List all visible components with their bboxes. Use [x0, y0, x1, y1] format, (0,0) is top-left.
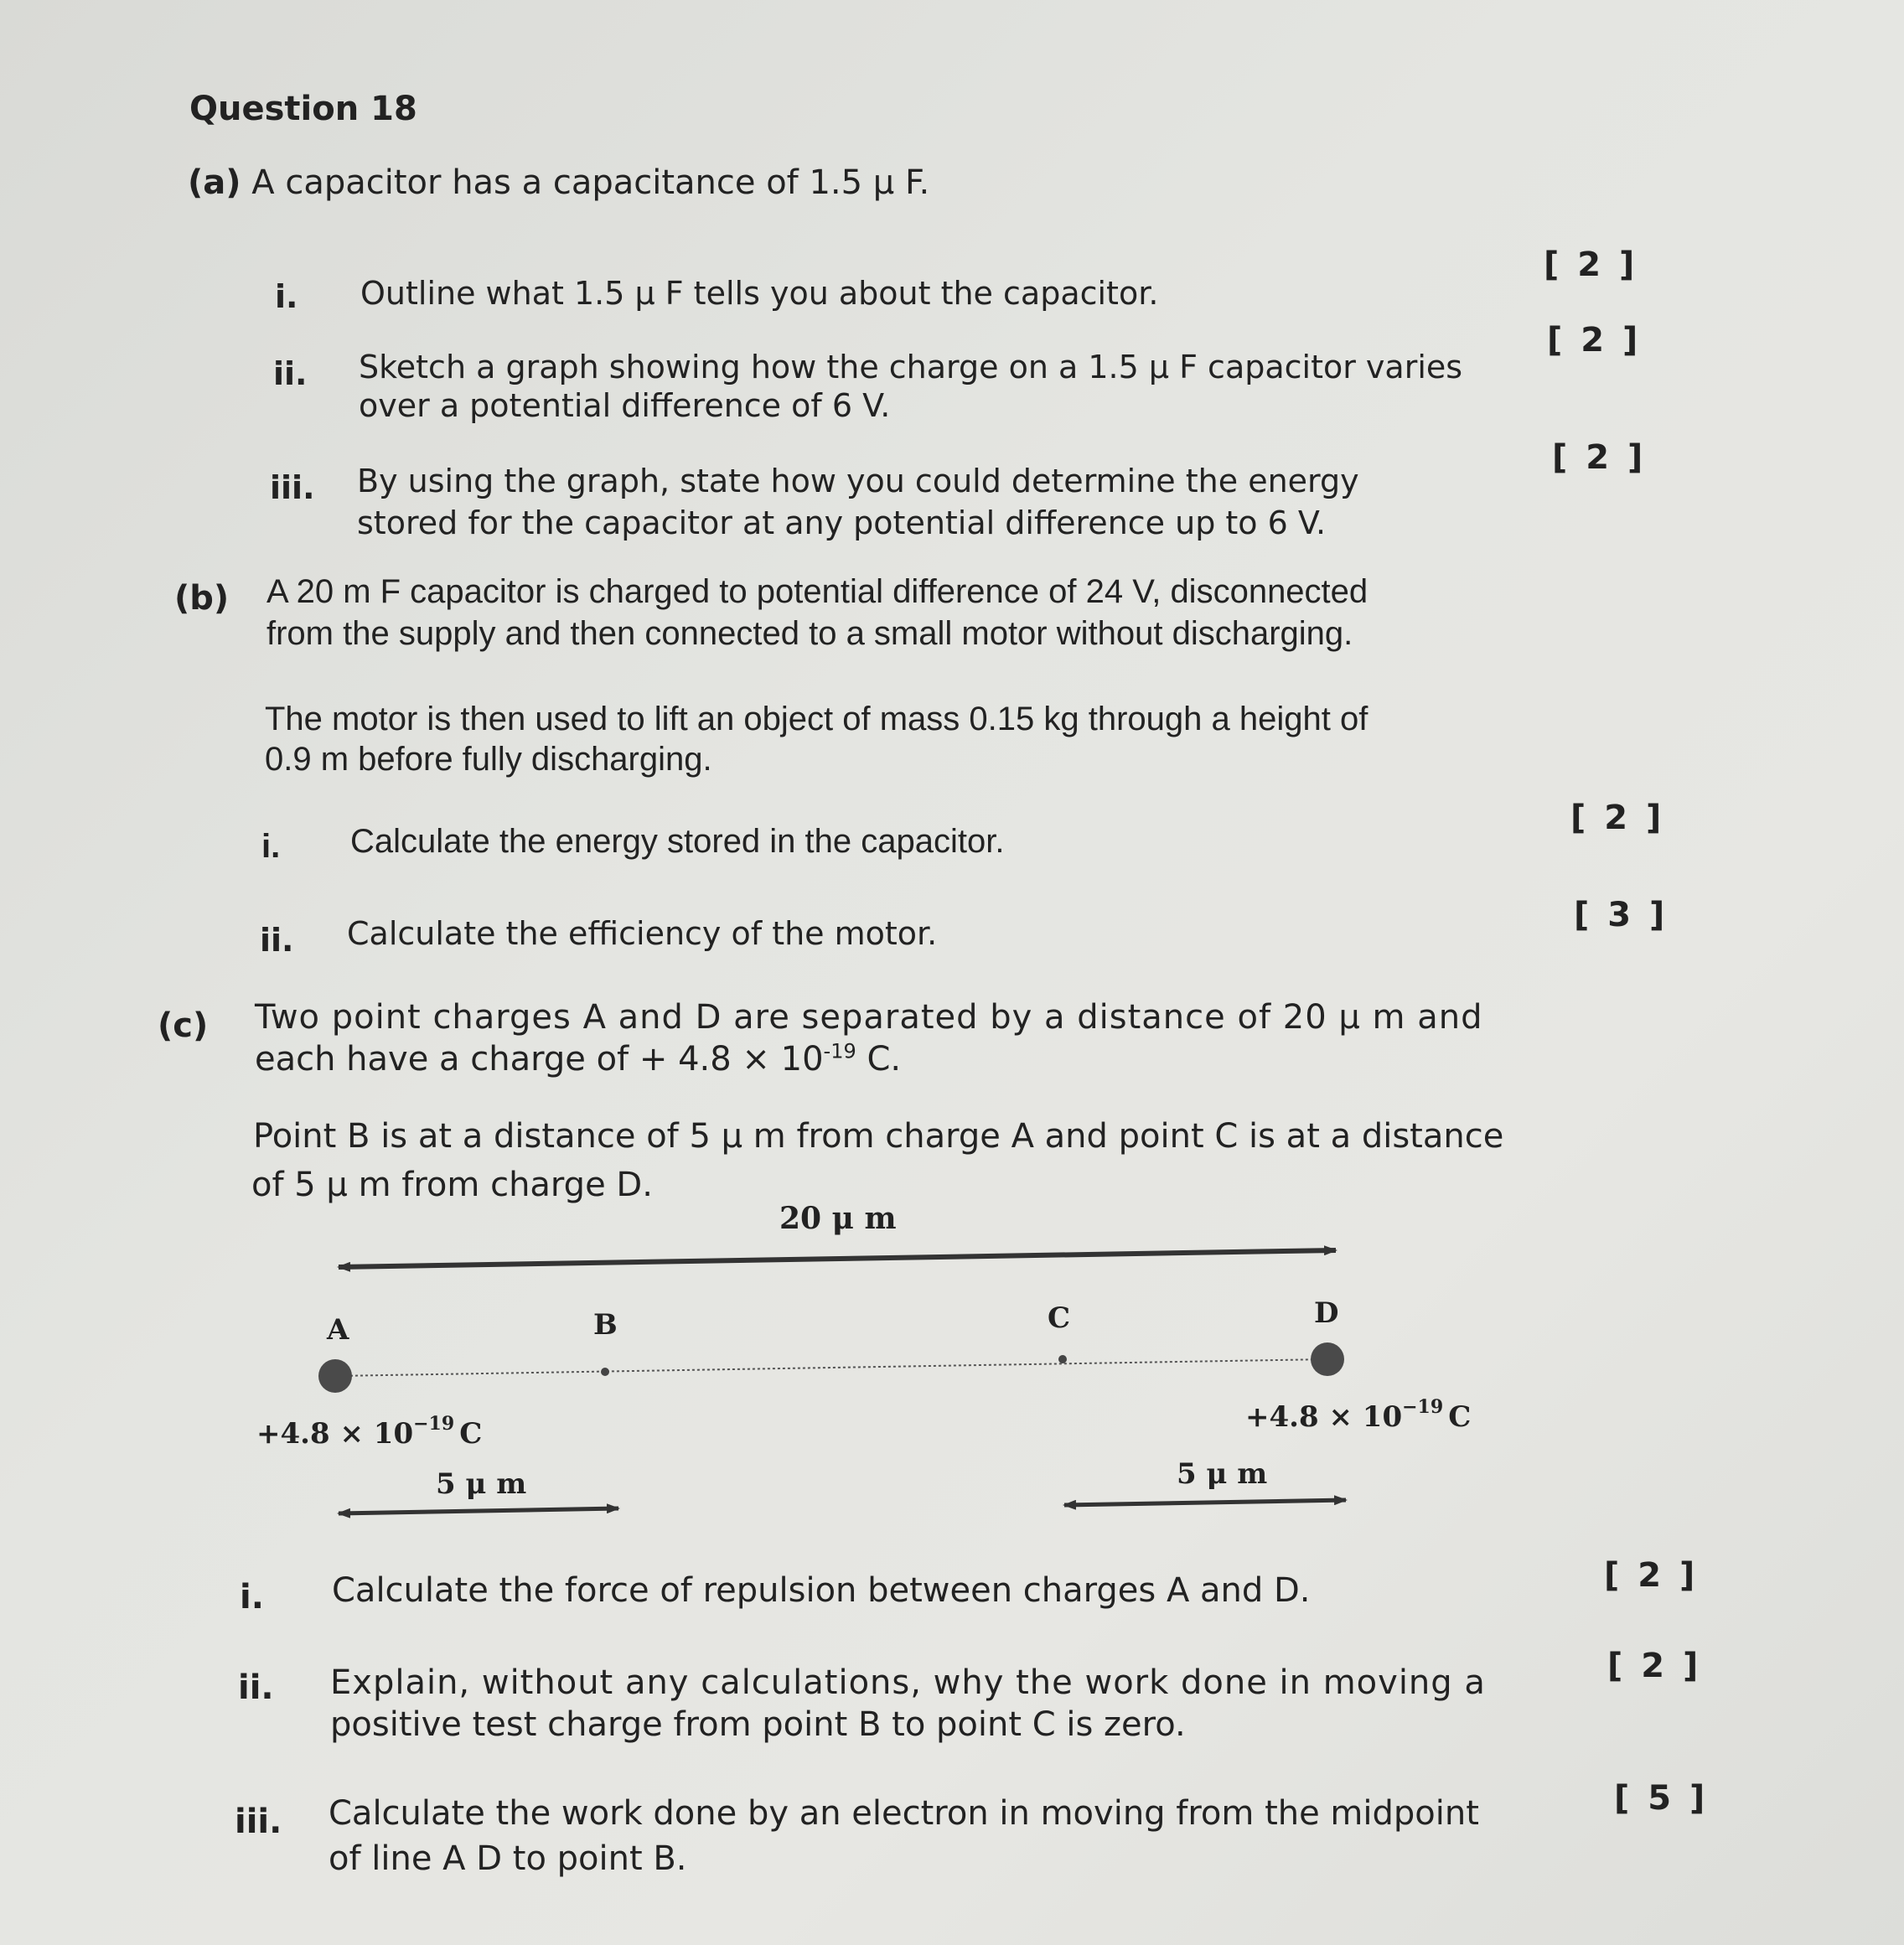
- part-c-para2-line1: Point B is at a distance of 5 μ m from charge A and point C is at a distance: [253, 1117, 1504, 1156]
- part-b-intro-line2: from the supply and then connected to a small motor without discharging.: [266, 615, 1353, 652]
- part-a-iii-marks: [ 2 ]: [1552, 438, 1647, 477]
- charge-d-value: [1245, 1396, 1471, 1434]
- part-b-ii-line: Calculate the efficiency of the motor.: [347, 915, 938, 952]
- part-b-intro-line1: A 20 m F capacitor is charged to potential difference of 24 V, disconnected: [266, 573, 1368, 610]
- part-a-intro: A capacitor has a capacitance of 1.5 μ F.: [251, 163, 930, 202]
- part-c-iii-line1: Calculate the work done by an electron in moving from the midpoint: [329, 1794, 1479, 1833]
- part-c-ii-num: ii.: [238, 1668, 274, 1707]
- part-b-para2-line2: 0.9 m before fully discharging.: [265, 741, 712, 778]
- charge-d-unit: C: [1448, 1400, 1472, 1434]
- right-distance-arrow: [1064, 1500, 1346, 1505]
- part-a-i-num: i.: [275, 278, 298, 315]
- part-c-ii-line1: Explain, without any calculations, why the work done in moving a: [330, 1663, 1486, 1702]
- part-c-para2-line2: of 5 μ m from charge D.: [251, 1166, 653, 1204]
- part-c-i-num: i.: [240, 1578, 264, 1617]
- left-distance-label: 5 μ m: [436, 1467, 527, 1501]
- charge-a-mantissa: +4.8 × 10: [256, 1417, 414, 1451]
- question-title: Question 18: [189, 90, 417, 128]
- part-c-iii-num: iii.: [235, 1803, 282, 1841]
- top-distance-label: 20 μ m: [779, 1201, 897, 1236]
- part-c-label: (c): [158, 1006, 209, 1045]
- part-c-charge-text: each have a charge of + 4.8 × 10: [255, 1040, 824, 1079]
- part-c-iii-line2: of line A D to point B.: [329, 1839, 687, 1878]
- part-a-label: (a): [188, 163, 241, 202]
- part-a-iii-line1: By using the graph, state how you could determine the energy: [357, 463, 1359, 499]
- point-label-a: A: [327, 1313, 349, 1347]
- point-label-b: B: [593, 1308, 618, 1342]
- point-label-d: D: [1314, 1296, 1339, 1330]
- part-a-ii-num: ii.: [273, 355, 308, 392]
- part-b-i-marks: [ 2 ]: [1570, 799, 1665, 837]
- part-a-iii-line2: stored for the capacitor at any potential difference up to 6 V.: [357, 504, 1327, 541]
- charge-d-exponent: −19: [1402, 1396, 1444, 1418]
- line-a-d: [335, 1359, 1327, 1376]
- left-distance-arrow: [339, 1508, 618, 1513]
- part-c-iii-marks: [ 5 ]: [1614, 1779, 1709, 1818]
- part-b-i-line: Calculate the energy stored in the capacitor.: [350, 823, 1005, 860]
- point-label-c: C: [1048, 1301, 1071, 1335]
- charge-a-unit: C: [459, 1417, 483, 1451]
- part-a-ii-line2: over a potential difference of 6 V.: [359, 387, 891, 424]
- part-c-ii-marks: [ 2 ]: [1607, 1647, 1702, 1685]
- part-c-charge-unit: C.: [856, 1040, 902, 1079]
- part-c-i-line: Calculate the force of repulsion between charges A and D.: [332, 1571, 1311, 1610]
- part-b-ii-marks: [ 3 ]: [1574, 896, 1669, 934]
- part-b-para2-line1: The motor is then used to lift an object of mass 0.15 kg through a height of: [265, 701, 1368, 737]
- part-a-ii-marks: [ 2 ]: [1547, 321, 1642, 360]
- part-b-label: (b): [174, 579, 230, 618]
- part-a-i-line: Outline what 1.5 μ F tells you about the capacitor.: [360, 275, 1159, 312]
- part-a-iii-num: iii.: [270, 469, 315, 506]
- part-b-i-num: i.: [261, 828, 281, 865]
- part-c-i-marks: [ 2 ]: [1604, 1556, 1699, 1595]
- charge-a-dot: [318, 1359, 352, 1393]
- part-a-i-marks: [ 2 ]: [1544, 246, 1638, 284]
- charge-a-value: [256, 1413, 482, 1451]
- part-b-ii-num: ii.: [260, 922, 294, 959]
- charge-d-dot: [1311, 1342, 1344, 1376]
- point-c-dot: [1058, 1355, 1067, 1363]
- part-c-intro-line1: Two point charges A and D are separated by a distance of 20 μ m and: [255, 998, 1483, 1037]
- part-c-ii-line2: positive test charge from point B to point C is zero.: [330, 1705, 1186, 1744]
- top-distance-arrow: [339, 1250, 1336, 1267]
- part-c-charge-exponent: -19: [823, 1039, 856, 1063]
- part-a-ii-line1: Sketch a graph showing how the charge on a 1.5 μ F capacitor varies: [359, 349, 1463, 385]
- charge-d-mantissa: +4.8 × 10: [1245, 1400, 1403, 1434]
- charge-a-exponent: −19: [413, 1413, 455, 1435]
- point-b-dot: [601, 1368, 609, 1376]
- right-distance-label: 5 μ m: [1177, 1457, 1268, 1491]
